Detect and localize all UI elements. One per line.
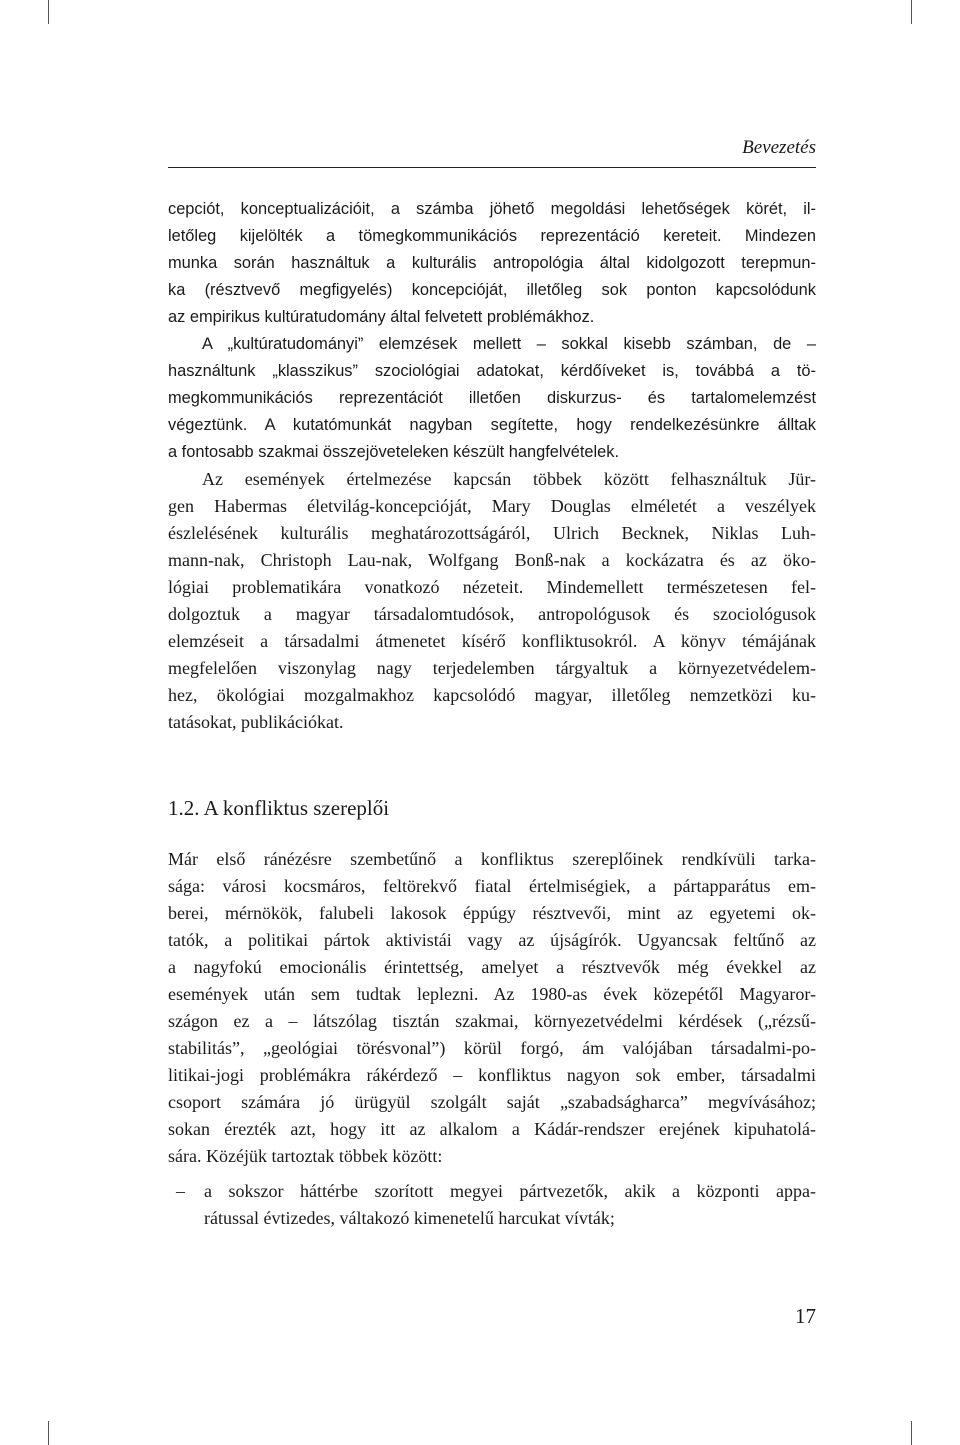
page-number: 17 [795, 1304, 816, 1328]
text-line: rátussal évtizedes, váltakozó kimenetelű harcukat vívták; [204, 1208, 615, 1228]
text-line: megkommunikációs reprezentációt illetően diskurzus- és tartalomelemzést [168, 389, 816, 407]
text-line: a nagyfokú emocionális érintettség, amelyet a résztvevők még évekkel az [168, 957, 816, 977]
text-line: cepciót, konceptualizációit, a számba jöhető megoldási lehetőségek körét, il- [168, 200, 816, 218]
list-dash: – [176, 1181, 185, 1201]
text-line: sára. Közéjük tartoztak többek között: [168, 1146, 443, 1166]
text-line: A „kultúratudományi” elemzések mellett – sokkal kisebb számban, de – [202, 335, 816, 353]
text-line: elemzéseit a társadalmi átmenetet kísérő konfliktusokról. A könyv témájának [168, 631, 816, 651]
text-line: észlelésének kulturális meghatározottságáról, Ulrich Becknek, Niklas Luh- [168, 523, 816, 543]
text-line: ka (résztvevő megfigyelés) koncepcióját, illetőleg sok ponton kapcsolódunk [168, 281, 816, 299]
text-line: gen Habermas életvilág-koncepcióját, Mary Douglas elméletét a veszélyek [168, 496, 816, 516]
text-line: az empirikus kultúratudomány által felvetett problémákhoz. [168, 308, 595, 326]
text-line: dolgoztuk a magyar társadalomtudósok, antropológusok és szociológusok [168, 604, 816, 624]
text-line: tatásokat, publikációkat. [168, 712, 344, 732]
text-line: események után sem tudtak leplezni. Az 1980-as évek közepétől Magyaror- [168, 984, 816, 1004]
text-line: használtunk „klasszikus” szociológiai adatokat, kérdőíveket is, továbbá a tö- [168, 362, 816, 380]
paragraph-3 [168, 466, 816, 736]
text-line: berei, mérnökök, falubeli lakosok éppúgy résztvevői, mint az egyetemi ok- [168, 903, 816, 923]
paragraph-1 [168, 196, 816, 331]
paragraph-2 [168, 331, 816, 466]
text-line: stabilitás”, „geológiai törésvonal”) körül forgó, ám valójában társadalmi-po- [168, 1038, 816, 1058]
crop-mark-top-left [48, 0, 49, 24]
text-line: sága: városi kocsmáros, feltörekvő fiatal értelmiségiek, a pártapparátus em- [168, 876, 816, 896]
text-line: csoport számára jó ürügyül szolgált saját „szabadságharca” megvívásához; [168, 1092, 816, 1112]
text-line: tatók, a politikai pártok aktivistái vagy az újságírók. Ugyancsak feltűnő az [168, 930, 816, 950]
text-line: a sokszor háttérbe szorított megyei pártvezetők, akik a központi appa- [204, 1181, 816, 1201]
text-line: Az események értelmezése kapcsán többek között felhasználtuk Jür- [202, 469, 816, 489]
list-item [168, 1178, 816, 1232]
text-line: letőleg kijelölték a tömegkommunikációs reprezentáció kereteit. Mindezen [168, 227, 816, 245]
crop-mark-top-right [911, 0, 912, 24]
crop-mark-bottom-left [48, 1421, 49, 1445]
text-line: lógiai problematikára vonatkozó nézeteit. Mindemellett természetesen fel- [168, 577, 816, 597]
crop-mark-bottom-right [911, 1421, 912, 1445]
text-line: munka során használtuk a kulturális antropológia által kidolgozott terepmun- [168, 254, 816, 272]
text-line: litikai-jogi problémákra rákérdező – konfliktus nagyon sok ember, társadalmi [168, 1065, 816, 1085]
header-rule [168, 167, 816, 168]
text-line: hez, ökológiai mozgalmakhoz kapcsolódó magyar, illetőleg nemzetközi ku- [168, 685, 816, 705]
paragraph-4 [168, 846, 816, 1170]
running-head: Bevezetés [742, 137, 816, 158]
actor-list [168, 1178, 816, 1232]
text-line: sokan érezték azt, hogy itt az alkalom a Kádár-rendszer erejének kipuhatolá- [168, 1119, 816, 1139]
section-heading: 1.2. A konfliktus szereplői [168, 796, 390, 820]
text-line: végeztünk. A kutatómunkát nagyban segítette, hogy rendelkezésünkre álltak [168, 416, 816, 434]
text-line: Már első ránézésre szembetűnő a konfliktus szereplőinek rendkívüli tarka- [168, 849, 816, 869]
text-line: megfelelően viszonylag nagy terjedelemben tárgyaltuk a környezetvédelem- [168, 658, 816, 678]
text-line: szágon ez a – látszólag tisztán szakmai, környezetvédelmi kérdések („rézsű- [168, 1011, 816, 1031]
text-line: a fontosabb szakmai összejöveteleken készült hangfelvételek. [168, 443, 620, 461]
text-line: mann-nak, Christoph Lau-nak, Wolfgang Bonß-nak a kockázatra és az öko- [168, 550, 816, 570]
